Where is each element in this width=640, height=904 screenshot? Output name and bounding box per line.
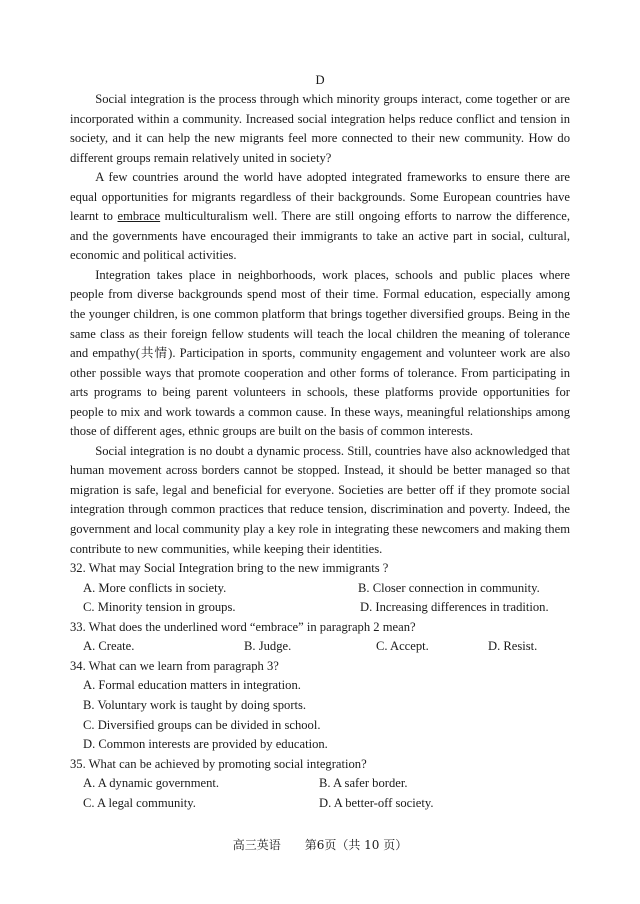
- question-35-stem: 35. What can be achieved by promoting social integration?: [70, 756, 367, 771]
- question-35-options-row-1: [70, 774, 570, 794]
- paragraph-2-text-before: A few countries around the world have adopted integrated frameworks to ensure there are equal opportunities for migrants regardless of their backgrounds. Some European countries have learnt to: [70, 170, 570, 224]
- question-32-option-c: C. Minority tension in groups.: [83, 600, 236, 615]
- question-34-option-c: C. Diversified groups can be divided in school.: [83, 717, 321, 732]
- question-33-option-d: D. Resist.: [488, 639, 538, 654]
- question-35-option-d: D. A better-off society.: [319, 795, 434, 810]
- question-35-option-c: C. A legal community.: [83, 795, 196, 810]
- question-34-option-a: A. Formal education matters in integration.: [83, 678, 301, 693]
- passage-paragraph-2: [70, 168, 570, 266]
- question-33-stem: 33. What does the underlined word “embrace” in paragraph 2 mean?: [70, 619, 416, 634]
- question-32-options-row-1: [70, 579, 570, 599]
- question-32-option-b: B. Closer connection in community.: [358, 580, 540, 595]
- question-33-options-row: [70, 637, 570, 657]
- paragraph-2-text-after: multiculturalism well. There are still ongoing efforts to narrow the difference, and the governments have encouraged their immigrants to take an active part in social, cultural, economic and political activities.: [70, 209, 571, 263]
- page-footer: 高三英语 第6页（共 10 页）: [232, 838, 408, 852]
- underlined-word: embrace: [117, 209, 161, 224]
- question-33-option-b: B. Judge.: [244, 639, 292, 654]
- question-32-stem: 32. What may Social Integration bring to the new immigrants ?: [70, 561, 389, 576]
- question-34-stem: 34. What can we learn from paragraph 3?: [70, 658, 279, 673]
- question-32-option-d: D. Increasing differences in tradition.: [360, 600, 549, 615]
- question-33-option-c: C. Accept.: [376, 639, 429, 654]
- exam-page: [70, 70, 570, 813]
- passage-paragraph-1: Social integration is the process through which minority groups interact, come together or are incorporated within a community. Increased social integration helps reduce conflict and tension in society, and it can help the new migrants feel more connected to their new community. How do different groups remain relatively united in society?: [70, 92, 570, 165]
- question-32-option-a: A. More conflicts in society.: [83, 580, 227, 595]
- question-32-options-row-2: [70, 598, 570, 618]
- section-heading: D: [315, 73, 325, 87]
- question-35-options-row-2: [70, 794, 570, 814]
- question-33-option-a: A. Create.: [83, 639, 135, 654]
- passage-paragraph-4: Social integration is no doubt a dynamic process. Still, countries have also acknowledged that human movement across borders cannot be stopped. Instead, it should be better managed so that migration is safe, legal and beneficial for everyone. Societies are better off if they promote social integration through common practices that reduce tension, discrimination and poverty. Indeed, the government and local community play a key role in integrating these newcomers and making them contribute to new communities, while keeping their identities.: [70, 443, 570, 556]
- question-34-option-d: D. Common interests are provided by education.: [83, 737, 328, 752]
- question-34-option-b: B. Voluntary work is taught by doing sports.: [83, 697, 307, 712]
- question-35-option-b: B. A safer border.: [319, 776, 408, 791]
- question-35-option-a: A. A dynamic government.: [83, 776, 220, 791]
- passage-paragraph-3: Integration takes place in neighborhoods, work places, schools and public places where people from diverse backgrounds spend most of their time. Formal education, especially among the younger children, is one common platform that brings together diversified groups. Being in the same class as their foreign fellow students will teach the local children the meaning of tolerance and empathy(共情). Participation in sports, community engagement and volunteer work are also other possible ways that promote cooperation and other forms of tolerance. From participating in arts programs to being parent volunteers in schools, these platforms provide opportunities for people to mix and work towards a common cause. In these ways, meaningful relationships among those of different ages, ethnic groups are built on the basis of common interests.: [70, 267, 570, 439]
